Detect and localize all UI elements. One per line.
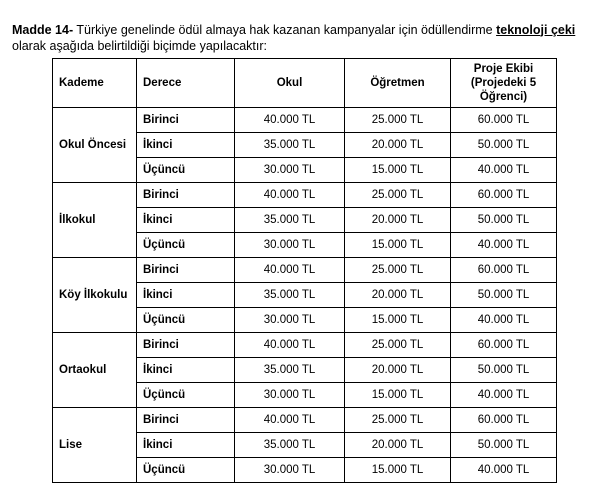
teacher-amount-cell: 25.000 TL — [345, 333, 451, 358]
teacher-amount-cell: 20.000 TL — [345, 283, 451, 308]
intro-text-after: olarak aşağıda belirtildiği biçimde yapılacaktır: — [12, 38, 267, 53]
teacher-amount-cell: 20.000 TL — [345, 433, 451, 458]
teacher-amount-cell: 15.000 TL — [345, 233, 451, 258]
header-school: Okul — [235, 59, 345, 108]
teacher-amount-cell: 20.000 TL — [345, 358, 451, 383]
school-amount-cell: 30.000 TL — [235, 458, 345, 483]
school-amount-cell: 30.000 TL — [235, 233, 345, 258]
degree-cell: Üçüncü — [137, 383, 235, 408]
team-amount-cell: 40.000 TL — [451, 458, 557, 483]
teacher-amount-cell: 15.000 TL — [345, 158, 451, 183]
school-amount-cell: 30.000 TL — [235, 383, 345, 408]
level-cell: İlkokul — [53, 183, 137, 258]
header-level: Kademe — [53, 59, 137, 108]
school-amount-cell: 35.000 TL — [235, 433, 345, 458]
table-row — [53, 258, 557, 283]
article-label: Madde 14- — [12, 22, 74, 37]
school-amount-cell: 35.000 TL — [235, 358, 345, 383]
level-cell: Köy İlkokulu — [53, 258, 137, 333]
team-amount-cell: 50.000 TL — [451, 358, 557, 383]
school-amount-cell: 35.000 TL — [235, 133, 345, 158]
header-teacher: Öğretmen — [345, 59, 451, 108]
table-row — [53, 183, 557, 208]
teacher-amount-cell: 15.000 TL — [345, 308, 451, 333]
teacher-amount-cell: 25.000 TL — [345, 108, 451, 133]
degree-cell: Üçüncü — [137, 458, 235, 483]
team-amount-cell: 50.000 TL — [451, 133, 557, 158]
header-row — [53, 59, 557, 108]
intro-paragraph — [12, 22, 592, 54]
award-table — [52, 58, 557, 483]
school-amount-cell: 40.000 TL — [235, 408, 345, 433]
school-amount-cell: 40.000 TL — [235, 108, 345, 133]
school-amount-cell: 30.000 TL — [235, 308, 345, 333]
table-body — [53, 108, 557, 483]
intro-highlight: teknoloji çeki — [496, 22, 576, 37]
degree-cell: İkinci — [137, 358, 235, 383]
team-amount-cell: 60.000 TL — [451, 333, 557, 358]
table-row — [53, 333, 557, 358]
team-amount-cell: 60.000 TL — [451, 183, 557, 208]
teacher-amount-cell: 15.000 TL — [345, 458, 451, 483]
team-amount-cell: 40.000 TL — [451, 158, 557, 183]
teacher-amount-cell: 15.000 TL — [345, 383, 451, 408]
degree-cell: İkinci — [137, 208, 235, 233]
degree-cell: Üçüncü — [137, 233, 235, 258]
degree-cell: Birinci — [137, 183, 235, 208]
header-project-team: Proje Ekibi (Projedeki 5 Öğrenci) — [451, 59, 557, 108]
degree-cell: Birinci — [137, 408, 235, 433]
degree-cell: İkinci — [137, 133, 235, 158]
teacher-amount-cell: 25.000 TL — [345, 408, 451, 433]
team-amount-cell: 60.000 TL — [451, 108, 557, 133]
team-amount-cell: 40.000 TL — [451, 308, 557, 333]
degree-cell: Üçüncü — [137, 308, 235, 333]
degree-cell: Üçüncü — [137, 158, 235, 183]
teacher-amount-cell: 25.000 TL — [345, 258, 451, 283]
team-amount-cell: 50.000 TL — [451, 433, 557, 458]
team-amount-cell: 60.000 TL — [451, 258, 557, 283]
team-amount-cell: 50.000 TL — [451, 208, 557, 233]
intro-text-before: Türkiye genelinde ödül almaya hak kazanan kampanyalar için ödüllendirme — [73, 22, 497, 37]
team-amount-cell: 40.000 TL — [451, 383, 557, 408]
degree-cell: Birinci — [137, 258, 235, 283]
teacher-amount-cell: 20.000 TL — [345, 208, 451, 233]
team-amount-cell: 50.000 TL — [451, 283, 557, 308]
teacher-amount-cell: 25.000 TL — [345, 183, 451, 208]
level-cell: Lise — [53, 408, 137, 483]
table-row — [53, 108, 557, 133]
table-row — [53, 408, 557, 433]
degree-cell: İkinci — [137, 433, 235, 458]
school-amount-cell: 30.000 TL — [235, 158, 345, 183]
school-amount-cell: 40.000 TL — [235, 258, 345, 283]
school-amount-cell: 40.000 TL — [235, 183, 345, 208]
level-cell: Okul Öncesi — [53, 108, 137, 183]
degree-cell: Birinci — [137, 333, 235, 358]
degree-cell: İkinci — [137, 283, 235, 308]
teacher-amount-cell: 20.000 TL — [345, 133, 451, 158]
team-amount-cell: 60.000 TL — [451, 408, 557, 433]
level-cell: Ortaokul — [53, 333, 137, 408]
team-amount-cell: 40.000 TL — [451, 233, 557, 258]
school-amount-cell: 35.000 TL — [235, 283, 345, 308]
degree-cell: Birinci — [137, 108, 235, 133]
school-amount-cell: 40.000 TL — [235, 333, 345, 358]
header-degree: Derece — [137, 59, 235, 108]
school-amount-cell: 35.000 TL — [235, 208, 345, 233]
